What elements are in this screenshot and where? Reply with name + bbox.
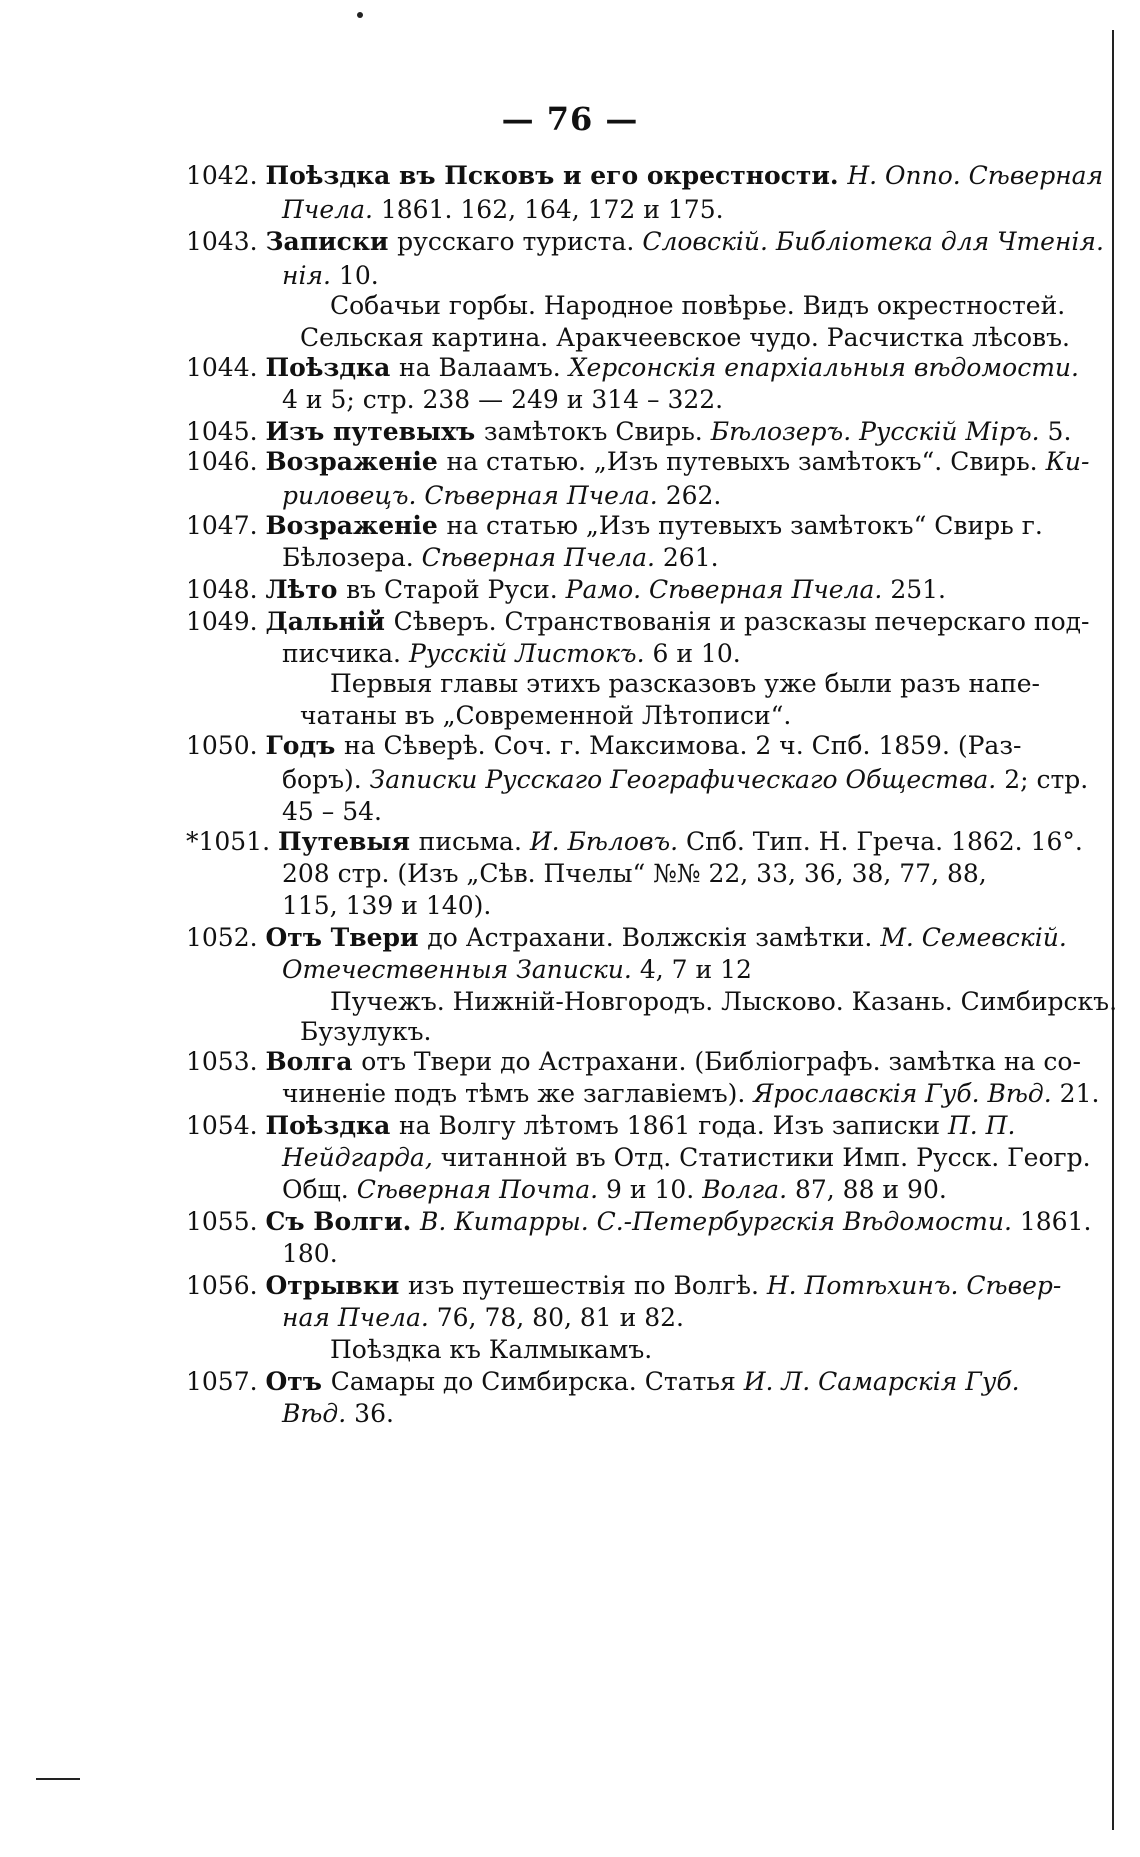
text-segment: 5. — [1047, 417, 1072, 446]
text-segment: 1861. — [1019, 1207, 1092, 1236]
text-segment: чатаны въ „Современной Лѣтописи“. — [300, 701, 792, 730]
page-number: — 76 — — [501, 100, 639, 138]
text-segment: на Волгу лѣтомъ 1861 года. Изъ записки — [398, 1111, 948, 1140]
text-segment: 180. — [282, 1239, 338, 1268]
text-segment: 10. — [338, 261, 379, 290]
text-segment: Бузулукъ. — [300, 1017, 432, 1046]
text-segment: Поѣздка — [265, 353, 399, 382]
entry-line-1056b — [282, 1302, 684, 1334]
entry-line-1050a — [186, 730, 1021, 762]
text-segment: боръ). — [282, 765, 370, 794]
entry-line-1052d — [300, 1016, 432, 1048]
entry-line-1056c — [330, 1334, 652, 1366]
text-segment: 4 и 5; стр. 238 — 249 и 314 – 322. — [282, 385, 724, 414]
entry-line-1049c — [330, 668, 1040, 700]
text-segment: Возраженіе — [265, 447, 447, 476]
text-segment: Изъ путевыхъ — [265, 417, 484, 446]
text-segment: 1056. — [186, 1271, 266, 1300]
text-segment: 1043. — [186, 227, 266, 256]
entry-line-1053a — [186, 1046, 1081, 1078]
text-segment: 115, 139 и 140). — [282, 891, 492, 920]
entry-line-1056a — [186, 1270, 1061, 1302]
text-segment: Ки- — [1045, 447, 1090, 476]
text-segment: 6 и 10. — [652, 639, 741, 668]
margin-mark — [36, 1778, 80, 1780]
text-segment: до Астрахани. Волжскія замѣтки. — [427, 923, 881, 952]
entry-line-1043a — [186, 226, 1104, 258]
text-segment: нія. — [282, 261, 339, 290]
text-segment: на статью. „Изъ путевыхъ замѣтокъ“. Свирь. — [446, 447, 1046, 476]
text-segment: ная Пчела. — [282, 1303, 437, 1332]
text-segment: 1054. — [186, 1111, 266, 1140]
text-segment: Русскій Листокъ. — [408, 639, 653, 668]
entry-line-1052a — [186, 922, 1067, 954]
text-segment: Отъ Твери — [265, 923, 428, 952]
text-segment: 208 стр. (Изъ „Сѣв. Пчелы“ №№ 22, 33, 36, 38, 77, 88, — [282, 859, 987, 888]
text-segment: въ Старой Руси. — [346, 575, 566, 604]
entry-line-1050b — [282, 764, 1089, 796]
entry-line-1046b — [282, 480, 721, 512]
text-segment: Съ Волги. — [265, 1207, 421, 1236]
text-segment: 1048. — [186, 575, 266, 604]
text-segment: Поѣздка — [265, 1111, 399, 1140]
text-segment: на Валаамъ. — [398, 353, 569, 382]
text-segment: чиненіе подъ тѣмъ же заглавіемъ). — [282, 1079, 754, 1108]
text-segment: 1861. 162, 164, 172 и 175. — [380, 195, 724, 224]
text-segment: 1055. — [186, 1207, 266, 1236]
text-segment: Отрывки — [265, 1271, 409, 1300]
entry-line-1043d — [300, 322, 1070, 354]
text-segment: Собачьи горбы. Народное повѣрье. Видъ окрестностей. — [330, 291, 1066, 320]
text-segment: 1052. — [186, 923, 266, 952]
text-segment: 251. — [890, 575, 946, 604]
text-segment: Отечественныя Записки. — [282, 955, 640, 984]
entry-line-1051a — [186, 826, 1083, 858]
entry-line-1049b — [282, 638, 741, 670]
text-segment: риловецъ. Сѣверная Пчела. — [282, 481, 666, 510]
entry-line-1048 — [186, 574, 946, 606]
text-segment: Пчела. — [282, 195, 381, 224]
text-segment: Н. Потѣхинъ. Сѣвер- — [766, 1271, 1062, 1300]
text-segment: 9 и 10. — [606, 1175, 703, 1204]
entry-line-1049a — [186, 606, 1089, 638]
text-segment: 1044. — [186, 353, 266, 382]
text-segment: Волга — [265, 1047, 362, 1076]
entry-line-1046a — [186, 446, 1089, 478]
text-segment: Херсонскія епархіальныя вѣдомости. — [568, 353, 1079, 382]
text-segment: Сѣверная Почта. — [356, 1175, 607, 1204]
text-segment: читанной въ Отд. Статистики Имп. Русск. Геогр. — [440, 1143, 1091, 1172]
text-segment: 21. — [1059, 1079, 1100, 1108]
text-segment: 1057. — [186, 1367, 266, 1396]
entry-line-1057a — [186, 1366, 1020, 1398]
text-segment: Пучежъ. Нижній-Новгородъ. Лысково. Казань. Симбирскъ. — [330, 987, 1118, 1016]
text-segment: М. Семевскій. — [880, 923, 1067, 952]
text-segment: писчика. — [282, 639, 409, 668]
entry-line-1054c — [282, 1174, 947, 1206]
text-segment: Отъ — [265, 1367, 331, 1396]
text-segment: Поѣздка къ Калмыкамъ. — [330, 1335, 653, 1364]
entry-line-1055b — [282, 1238, 338, 1270]
entry-line-1043b — [282, 260, 379, 292]
text-segment: В. Китарры. С.-Петербургскія Вѣдомости. — [420, 1207, 1020, 1236]
text-segment: Словскій. Библіотека для Чтенія. — [642, 227, 1104, 256]
text-segment: 2; стр. — [1004, 765, 1089, 794]
text-segment: Записки Русскаго Географическаго Общества. — [369, 765, 1005, 794]
text-segment: 1047. — [186, 511, 266, 540]
entry-line-1052c — [330, 986, 1118, 1018]
text-segment: Бѣлозера. — [282, 543, 422, 572]
text-segment: 262. — [665, 481, 722, 510]
entry-line-1053b — [282, 1078, 1100, 1110]
text-segment: 1045. — [186, 417, 266, 446]
text-segment: 261. — [662, 543, 719, 572]
text-segment: Первыя главы этихъ разсказовъ уже были разъ напе- — [330, 669, 1040, 698]
text-segment: Спб. Тип. Н. Греча. 1862. 16°. — [686, 827, 1083, 856]
entry-line-1055a — [186, 1206, 1091, 1238]
text-segment: 1053. — [186, 1047, 266, 1076]
text-segment: 4, 7 и 12 — [639, 955, 752, 984]
entry-line-1042b — [282, 194, 724, 226]
text-segment: Сѣверная Пчела. — [421, 543, 663, 572]
text-segment: *1051. — [186, 827, 279, 856]
text-segment: на статью „Изъ путевыхъ замѣтокъ“ Свирь г. — [446, 511, 1043, 540]
text-segment: Сельская картина. Аракчеевское чудо. Расчистка лѣсовъ. — [300, 323, 1070, 352]
speck-mark — [357, 12, 363, 18]
entry-line-1043c — [330, 290, 1065, 322]
text-segment: 1050. — [186, 731, 266, 760]
entry-line-1044a — [186, 352, 1079, 384]
text-segment: Дальній — [265, 607, 394, 636]
text-segment: Самары до Симбирска. Статья — [330, 1367, 744, 1396]
text-segment: 76, 78, 80, 81 и 82. — [436, 1303, 684, 1332]
entry-line-1047a — [186, 510, 1043, 542]
text-segment: И. Л. Самарскія Губ. — [743, 1367, 1020, 1396]
text-segment: Сѣверъ. Странствованія и разсказы печерскаго под- — [393, 607, 1090, 636]
text-segment: Годъ — [265, 731, 345, 760]
text-segment: Путевыя — [278, 827, 419, 856]
text-segment: Записки — [265, 227, 398, 256]
text-segment: изъ путешествія по Волгѣ. — [408, 1271, 767, 1300]
entry-line-1052b — [282, 954, 752, 986]
text-segment: на Сѣверѣ. Соч. г. Максимова. 2 ч. Спб. 1859. (Раз- — [344, 731, 1022, 760]
text-segment: 1042. — [186, 161, 266, 190]
text-segment: Бѣлозеръ. Русскій Міръ. — [710, 417, 1048, 446]
entry-line-1054b — [282, 1142, 1091, 1174]
entry-line-1054a — [186, 1110, 1015, 1142]
text-segment: Возраженіе — [265, 511, 447, 540]
text-segment: 1046. — [186, 447, 266, 476]
text-segment: Общ. — [282, 1175, 357, 1204]
text-segment: Волга. — [702, 1175, 795, 1204]
text-segment: 1049. — [186, 607, 266, 636]
text-segment: 36. — [354, 1399, 394, 1428]
text-segment: Н. Оппо. Сѣверная — [847, 161, 1104, 190]
text-segment: Лѣто — [265, 575, 347, 604]
text-segment: русскаго туриста. — [397, 227, 643, 256]
entry-line-1049d — [300, 700, 791, 732]
entry-line-1051c — [282, 890, 491, 922]
text-segment: отъ Твери до Астрахани. (Библіографъ. замѣтка на со- — [361, 1047, 1081, 1076]
text-segment: Рамо. Сѣверная Пчела. — [565, 575, 891, 604]
text-segment: Поѣздка въ Псковъ и его окрестности. — [265, 161, 848, 190]
text-segment: 87, 88 и 90. — [794, 1175, 947, 1204]
entry-line-1051b — [282, 858, 987, 890]
text-segment: П. П. — [947, 1111, 1016, 1140]
text-segment: замѣтокъ Свирь. — [483, 417, 711, 446]
entry-line-1045 — [186, 416, 1071, 448]
text-segment: 45 – 54. — [282, 797, 382, 826]
text-segment: Нейдгарда, — [282, 1143, 441, 1172]
right-margin-rule — [1112, 30, 1114, 1830]
entry-line-1044b — [282, 384, 723, 416]
text-segment: Ярославскія Губ. Вѣд. — [753, 1079, 1060, 1108]
entry-line-1057b — [282, 1398, 394, 1430]
text-segment: Вѣд. — [282, 1399, 355, 1428]
text-segment: И. Бѣловъ. — [529, 827, 687, 856]
entry-line-1050c — [282, 796, 382, 828]
text-segment: письма. — [418, 827, 530, 856]
entry-line-1042a — [186, 160, 1103, 192]
entry-line-1047b — [282, 542, 719, 574]
